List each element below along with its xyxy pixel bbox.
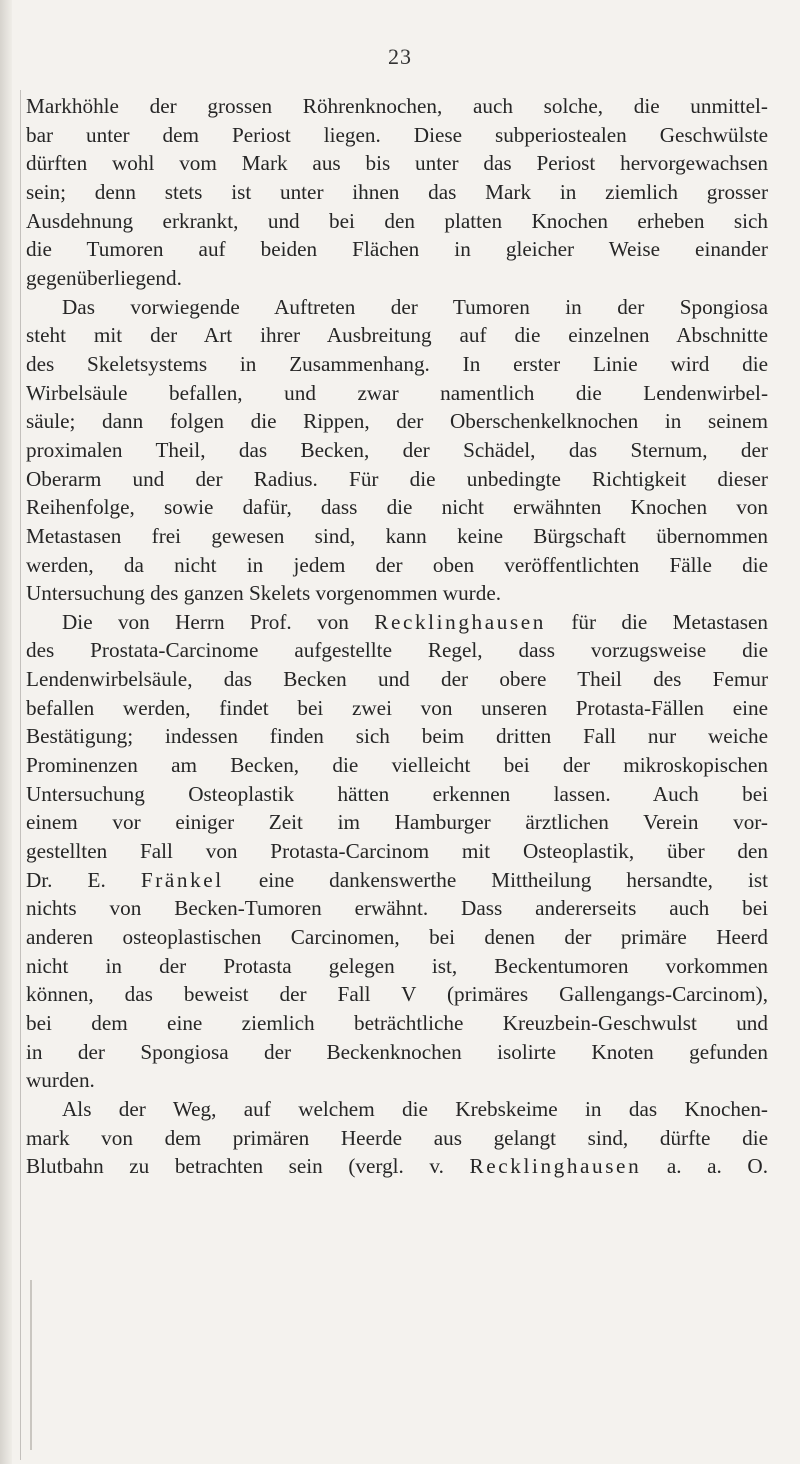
text-line: in der Spongiosa der Beckenknochen isolirte Knoten gefunden [26, 1039, 768, 1064]
paragraph-start-line: Das vorwiegende Auftreten der Tumoren in der Spongiosa [62, 294, 768, 319]
text-segment: Blutbahn zu betrachten sein (vergl. v. [26, 1154, 470, 1179]
text-segment: Dr. E. [26, 867, 141, 892]
text-line: Bestätigung; indessen finden sich beim dritten Fall nur weiche [26, 724, 768, 749]
text-line: befallen werden, findet bei zwei von unseren Protasta-Fällen eine [26, 695, 768, 720]
text-line: Oberarm und der Radius. Für die unbedingte Richtigkeit dieser [26, 466, 768, 491]
text-line: Prominenzen am Becken, die vielleicht bei der mikroskopischen [26, 753, 768, 778]
text-line: gegenüberliegend. [26, 265, 182, 290]
text-line: können, das beweist der Fall V (primäres Gallengangs-Carcinom), [26, 982, 768, 1007]
text-line: Wirbelsäule befallen, und zwar namentlich die Lendenwirbel- [26, 380, 768, 405]
text-line: werden, da nicht in jedem der oben veröffentlichten Fälle die [26, 552, 768, 577]
paragraph-start-line: Als der Weg, auf welchem die Krebskeime in das Knochen- [62, 1096, 768, 1121]
page-number: 23 [388, 44, 412, 69]
text-line [26, 1152, 768, 1181]
text-line: Untersuchung des ganzen Skelets vorgenommen wurde. [26, 581, 502, 606]
author-name-spaced: Recklinghausen [469, 1154, 642, 1179]
text-line: proximalen Theil, das Becken, der Schädel, das Sternum, der [26, 437, 768, 462]
text-line: Markhöhle der grossen Röhrenknochen, auch solche, die unmittel- [26, 94, 768, 118]
text-segment: Die von Herrn Prof. von [62, 609, 375, 634]
text-line: Ausdehnung erkrankt, und bei den platten Knochen erheben sich [26, 208, 768, 233]
text-line: des Skeletsystems in Zusammenhang. In erster Linie wird die [26, 351, 768, 376]
paragraph-start-line [26, 608, 768, 637]
text-line: anderen osteoplastischen Carcinomen, bei denen der primäre Heerd [26, 925, 768, 950]
text-line: bar unter dem Periost liegen. Diese subperiostealen Geschwülste [26, 122, 768, 147]
text-line: steht mit der Art ihrer Ausbreitung auf die einzelnen Abschnitte [26, 323, 768, 348]
text-segment: eine dankenswerthe Mittheilung hersandte, ist [223, 867, 768, 892]
text-line: sein; denn stets ist unter ihnen das Mark in ziemlich grosser [26, 179, 768, 204]
text-line: Reihenfolge, sowie dafür, dass die nicht erwähnten Knochen von [26, 495, 768, 520]
text-line: säule; dann folgen die Rippen, der Oberschenkelknochen in seinem [26, 409, 768, 434]
text-line: bei dem eine ziemlich beträchtliche Kreuzbein-Geschwulst und [26, 1011, 768, 1035]
text-segment: für die Metastasen [545, 609, 768, 634]
text-line: wurden. [26, 1068, 95, 1093]
author-name-spaced: Fränkel [140, 867, 224, 892]
text-line: einem vor einiger Zeit im Hamburger ärztlichen Verein vor- [26, 810, 768, 835]
author-name-spaced: Recklinghausen [374, 609, 546, 634]
text-line [26, 866, 768, 895]
text-line: dürften wohl vom Mark aus bis unter das Periost hervorgewachsen [26, 151, 768, 176]
body-text [26, 92, 768, 1181]
text-line: gestellten Fall von Protasta-Carcinom mit Osteoplastik, über den [26, 839, 768, 864]
text-line: nicht in der Protasta gelegen ist, Beckentumoren vorkommen [26, 953, 768, 978]
scan-artifact-line [30, 1280, 32, 1450]
text-line: des Prostata-Carcinome aufgestellte Regel, dass vorzugsweise die [26, 638, 768, 663]
binding-gutter [6, 90, 21, 1460]
text-segment: a. a. O. [641, 1154, 768, 1179]
text-line: nichts von Becken-Tumoren erwähnt. Dass andererseits auch bei [26, 896, 768, 921]
text-line: Metastasen frei gewesen sind, kann keine Bürgschaft übernommen [26, 523, 768, 548]
text-line: Lendenwirbelsäule, das Becken und der obere Theil des Femur [26, 667, 768, 692]
text-line: Untersuchung Osteoplastik hätten erkennen lassen. Auch bei [26, 781, 768, 806]
text-line: mark von dem primären Heerde aus gelangt sind, dürfte die [26, 1125, 768, 1150]
text-line: die Tumoren auf beiden Flächen in gleicher Weise einander [26, 237, 768, 262]
